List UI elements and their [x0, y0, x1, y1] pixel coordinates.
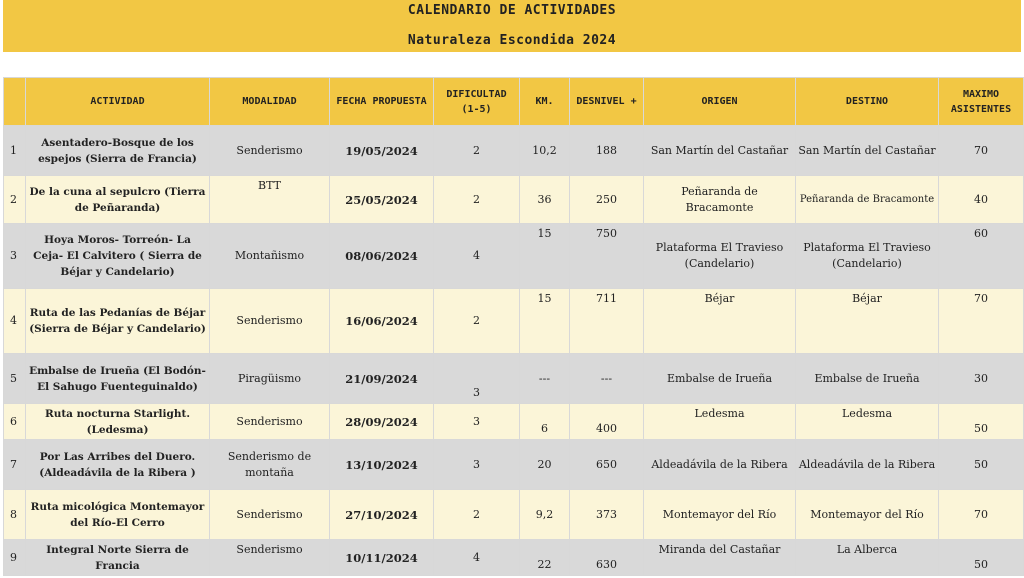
- activity-elevation: 750: [570, 224, 644, 289]
- activity-elevation: 250: [570, 176, 644, 224]
- activity-origin: Ledesma: [644, 404, 796, 440]
- table-row: [4, 224, 1024, 289]
- activity-km: 10,2: [520, 126, 570, 176]
- row-number: 6: [4, 404, 26, 440]
- activity-date: 27/10/2024: [330, 490, 434, 540]
- col-header-km: KM.: [520, 78, 570, 126]
- activity-mode: Senderismo: [210, 404, 330, 440]
- row-number: 1: [4, 126, 26, 176]
- title-banner: [3, 0, 1021, 52]
- activity-mode: Senderismo: [210, 289, 330, 354]
- activity-destination: San Martín del Castañar: [796, 126, 939, 176]
- activity-elevation: 188: [570, 126, 644, 176]
- activity-destination: Peñaranda de Bracamonte: [796, 176, 939, 224]
- activity-mode: BTT: [210, 176, 330, 224]
- activity-name: Ruta nocturna Starlight. (Ledesma): [26, 404, 210, 440]
- page-subtitle: Naturaleza Escondida 2024: [407, 33, 617, 48]
- activity-name: Asentadero-Bosque de los espejos (Sierra de Francia): [26, 126, 210, 176]
- activity-difficulty: 3: [434, 440, 520, 490]
- table-row: [4, 404, 1024, 440]
- activity-max-attendees: 40: [939, 176, 1024, 224]
- activity-difficulty: 4: [434, 540, 520, 576]
- activity-difficulty: 2: [434, 490, 520, 540]
- activity-difficulty: 2: [434, 176, 520, 224]
- activity-name: Hoya Moros- Torreón- La Ceja- El Calvitero ( Sierra de Béjar y Candelario): [26, 224, 210, 289]
- activity-km: ---: [520, 354, 570, 404]
- activity-date: 10/11/2024: [330, 540, 434, 576]
- row-number: 8: [4, 490, 26, 540]
- activity-elevation: 650: [570, 440, 644, 490]
- activity-elevation: ---: [570, 354, 644, 404]
- row-number: 5: [4, 354, 26, 404]
- row-number: 7: [4, 440, 26, 490]
- activity-destination: Embalse de Irueña: [796, 354, 939, 404]
- col-header-num: [4, 78, 26, 126]
- activity-elevation: 630: [570, 540, 644, 576]
- activity-destination: Montemayor del Río: [796, 490, 939, 540]
- col-header-actividad: ACTIVIDAD: [26, 78, 210, 126]
- activity-origin: Embalse de Irueña: [644, 354, 796, 404]
- activity-km: 20: [520, 440, 570, 490]
- activity-max-attendees: 50: [939, 404, 1024, 440]
- activity-destination: Plataforma El Travieso (Candelario): [796, 224, 939, 289]
- activity-date: 19/05/2024: [330, 126, 434, 176]
- activity-mode: Senderismo: [210, 490, 330, 540]
- activity-km: 9,2: [520, 490, 570, 540]
- activity-date: 28/09/2024: [330, 404, 434, 440]
- table-header-row: [4, 78, 1024, 126]
- activity-mode: Piragüismo: [210, 354, 330, 404]
- activity-elevation: 711: [570, 289, 644, 354]
- activity-elevation: 373: [570, 490, 644, 540]
- activity-name: De la cuna al sepulcro (Tierra de Peñaranda): [26, 176, 210, 224]
- activity-name: Ruta de las Pedanías de Béjar (Sierra de Béjar y Candelario): [26, 289, 210, 354]
- activity-origin: San Martín del Castañar: [644, 126, 796, 176]
- activity-difficulty: 4: [434, 224, 520, 289]
- activity-destination: Aldeadávila de la Ribera: [796, 440, 939, 490]
- col-header-desnivel: DESNIVEL +: [570, 78, 644, 126]
- activity-origin: Plataforma El Travieso (Candelario): [644, 224, 796, 289]
- table-row: [4, 490, 1024, 540]
- activity-date: 16/06/2024: [330, 289, 434, 354]
- activity-mode: Senderismo: [210, 126, 330, 176]
- activity-origin: Béjar: [644, 289, 796, 354]
- activity-date: 13/10/2024: [330, 440, 434, 490]
- activity-km: 22: [520, 540, 570, 576]
- activity-max-attendees: 50: [939, 540, 1024, 576]
- activity-mode: Senderismo: [210, 540, 330, 576]
- activity-name: Ruta micológica Montemayor del Río-El Cerro: [26, 490, 210, 540]
- activity-destination: La Alberca: [796, 540, 939, 576]
- activity-difficulty: 2: [434, 289, 520, 354]
- activity-difficulty: 3: [434, 354, 520, 404]
- col-header-modalidad: MODALIDAD: [210, 78, 330, 126]
- table-row: [4, 354, 1024, 404]
- activity-name: Integral Norte Sierra de Francia: [26, 540, 210, 576]
- activity-origin: Montemayor del Río: [644, 490, 796, 540]
- activity-elevation: 400: [570, 404, 644, 440]
- activities-table: [3, 77, 1024, 576]
- activity-max-attendees: 70: [939, 289, 1024, 354]
- activity-km: 15: [520, 289, 570, 354]
- activity-km: 36: [520, 176, 570, 224]
- activity-difficulty: 2: [434, 126, 520, 176]
- activity-max-attendees: 70: [939, 126, 1024, 176]
- activity-destination: Ledesma: [796, 404, 939, 440]
- activity-mode: Montañismo: [210, 224, 330, 289]
- activity-max-attendees: 50: [939, 440, 1024, 490]
- col-header-origen: ORIGEN: [644, 78, 796, 126]
- table-row: [4, 126, 1024, 176]
- activity-date: 21/09/2024: [330, 354, 434, 404]
- col-header-maximo: MAXIMO ASISTENTES: [939, 78, 1024, 126]
- activity-destination: Béjar: [796, 289, 939, 354]
- row-number: 9: [4, 540, 26, 576]
- activity-origin: Peñaranda de Bracamonte: [644, 176, 796, 224]
- col-header-destino: DESTINO: [796, 78, 939, 126]
- activity-max-attendees: 70: [939, 490, 1024, 540]
- table-row: [4, 440, 1024, 490]
- table-row: [4, 540, 1024, 576]
- activity-max-attendees: 60: [939, 224, 1024, 289]
- col-header-fecha: FECHA PROPUESTA: [330, 78, 434, 126]
- activity-max-attendees: 30: [939, 354, 1024, 404]
- activity-name: Por Las Arribes del Duero. (Aldeadávila de la Ribera ): [26, 440, 210, 490]
- activity-name: Embalse de Irueña (El Bodón-El Sahugo Fuenteguinaldo): [26, 354, 210, 404]
- col-header-dificultad: DIFICULTAD (1-5): [434, 78, 520, 126]
- activity-origin: Miranda del Castañar: [644, 540, 796, 576]
- table-row: [4, 289, 1024, 354]
- page-title: CALENDARIO DE ACTIVIDADES: [407, 3, 617, 18]
- activity-difficulty: 3: [434, 404, 520, 440]
- table-row: [4, 176, 1024, 224]
- activity-km: 6: [520, 404, 570, 440]
- row-number: 3: [4, 224, 26, 289]
- row-number: 4: [4, 289, 26, 354]
- activity-origin: Aldeadávila de la Ribera: [644, 440, 796, 490]
- activity-mode: Senderismo de montaña: [210, 440, 330, 490]
- activity-km: 15: [520, 224, 570, 289]
- activity-date: 08/06/2024: [330, 224, 434, 289]
- row-number: 2: [4, 176, 26, 224]
- activity-date: 25/05/2024: [330, 176, 434, 224]
